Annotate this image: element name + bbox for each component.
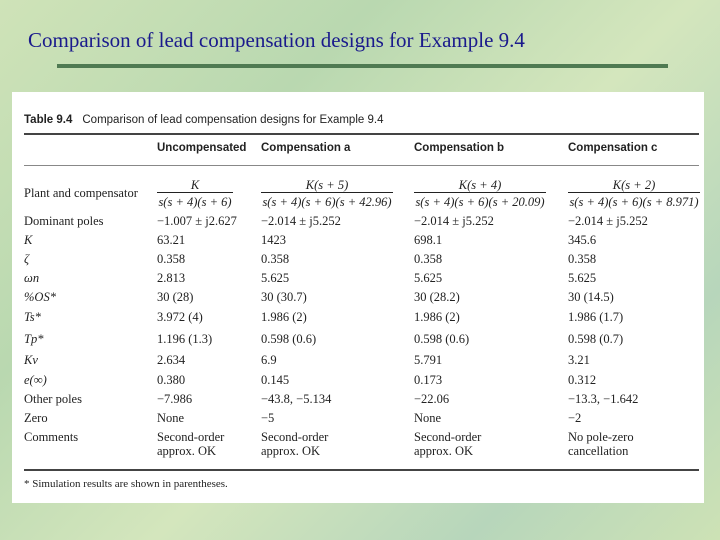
table-cell: 1.986 (1.7) xyxy=(568,310,624,324)
comment-b xyxy=(414,430,481,458)
table-cell: None xyxy=(414,411,442,425)
table-cell: 0.358 xyxy=(414,252,443,266)
table-cell: 0.173 xyxy=(414,373,443,387)
caption-text: Comparison of lead compensation designs for Example 9.4 xyxy=(82,114,384,126)
table-cell: 0.358 xyxy=(157,252,186,266)
comment-line: approx. OK xyxy=(261,444,321,458)
table-cell: 2.813 xyxy=(157,271,186,285)
slide-title: Comparison of lead compensation designs for Example 9.4 xyxy=(28,28,525,52)
row-label: e(∞) xyxy=(24,373,47,387)
table-cell: 0.358 xyxy=(568,252,597,266)
table-cell: 30 (30.7) xyxy=(261,290,307,304)
table-cell: 0.312 xyxy=(568,373,597,387)
numerator: K xyxy=(190,178,200,192)
numerator: K(s + 2) xyxy=(612,178,656,192)
table-cell: 0.380 xyxy=(157,373,186,387)
comment-line: No pole-zero xyxy=(568,430,634,444)
column-header-compensation-c: Compensation c xyxy=(568,142,658,154)
row-label-plant: Plant and compensator xyxy=(24,186,138,200)
denominator: s(s + 4)(s + 6) xyxy=(157,192,233,209)
row-label-comments: Comments xyxy=(24,430,79,444)
table-cell: 5.625 xyxy=(261,271,290,285)
table-image xyxy=(12,92,704,503)
table-cell: −7.986 xyxy=(157,392,193,406)
table-cell: 63.21 xyxy=(157,233,186,247)
table-cell: 0.145 xyxy=(261,373,290,387)
table-cell: 5.625 xyxy=(414,271,443,285)
table-cell: −2.014 ± j5.252 xyxy=(261,214,341,228)
plant-fraction-c xyxy=(568,178,700,209)
table-cell: 30 (14.5) xyxy=(568,290,614,304)
footnote: * Simulation results are shown in parentheses. xyxy=(24,478,228,490)
table-cell: −13.3, −1.642 xyxy=(568,392,639,406)
table-cell: −43.8, −5.134 xyxy=(261,392,332,406)
row-label: Other poles xyxy=(24,392,82,406)
row-label: Kv xyxy=(24,353,38,367)
top-rule xyxy=(24,133,699,135)
row-label: K xyxy=(24,233,33,247)
row-label: ζ xyxy=(24,252,30,266)
table-cell: −2.014 ± j5.252 xyxy=(414,214,494,228)
table-cell: 1.986 (2) xyxy=(414,310,460,324)
column-header-compensation-b: Compensation b xyxy=(414,142,505,154)
denominator: s(s + 4)(s + 6)(s + 8.971) xyxy=(568,192,700,209)
table-cell: 3.21 xyxy=(568,353,590,367)
numerator: K(s + 4) xyxy=(458,178,502,192)
plant-fraction-a xyxy=(261,178,393,209)
table-cell: 0.598 (0.7) xyxy=(568,332,624,346)
plant-fraction-uncompensated xyxy=(157,178,233,209)
comment-a xyxy=(261,430,328,458)
table-cell: None xyxy=(157,411,185,425)
table-cell: 5.625 xyxy=(568,271,597,285)
comment-line: cancellation xyxy=(568,444,629,458)
plant-fraction-b xyxy=(414,178,546,209)
column-header-compensation-a: Compensation a xyxy=(261,142,351,154)
table-cell: 345.6 xyxy=(568,233,597,247)
comment-line: approx. OK xyxy=(157,444,217,458)
table-cell: 5.791 xyxy=(414,353,443,367)
comment-line: Second-order xyxy=(157,430,225,444)
comment-line: Second-order xyxy=(261,430,329,444)
table-cell: −1.007 ± j2.627 xyxy=(157,214,237,228)
table-cell: −2 xyxy=(568,411,582,425)
comment-line: approx. OK xyxy=(414,444,474,458)
table-cell: 1423 xyxy=(261,233,286,247)
denominator: s(s + 4)(s + 6)(s + 20.09) xyxy=(414,192,546,209)
table-cell: 1.196 (1.3) xyxy=(157,332,213,346)
table-cell: 1.986 (2) xyxy=(261,310,307,324)
row-label: Tp* xyxy=(24,332,44,346)
row-label: ωn xyxy=(24,271,40,285)
title-underline xyxy=(57,64,668,68)
comment-uncompensated xyxy=(157,430,224,458)
comment-line: Second-order xyxy=(414,430,482,444)
column-header-uncompensated: Uncompensated xyxy=(157,142,247,154)
table-cell: 0.598 (0.6) xyxy=(414,332,470,346)
row-label: Dominant poles xyxy=(24,214,104,228)
table-cell: 6.9 xyxy=(261,353,277,367)
table-cell: 2.634 xyxy=(157,353,186,367)
table-cell: 30 (28) xyxy=(157,290,194,304)
table-cell: 698.1 xyxy=(414,233,443,247)
numerator: K(s + 5) xyxy=(305,178,349,192)
row-label: Ts* xyxy=(24,310,41,324)
row-label: Zero xyxy=(24,411,48,425)
caption-number: Table 9.4 xyxy=(24,114,73,126)
table-cell: −22.06 xyxy=(414,392,450,406)
table-cell: 0.598 (0.6) xyxy=(261,332,317,346)
denominator: s(s + 4)(s + 6)(s + 42.96) xyxy=(261,192,393,209)
table-cell: −2.014 ± j5.252 xyxy=(568,214,648,228)
table-cell: 30 (28.2) xyxy=(414,290,460,304)
table-cell: 3.972 (4) xyxy=(157,310,203,324)
table-caption xyxy=(24,114,383,126)
row-label: %OS* xyxy=(24,290,56,304)
table-cell: 0.358 xyxy=(261,252,290,266)
comment-c xyxy=(568,430,634,458)
bottom-rule xyxy=(24,469,699,471)
table-cell: −5 xyxy=(261,411,275,425)
header-rule xyxy=(24,165,699,166)
